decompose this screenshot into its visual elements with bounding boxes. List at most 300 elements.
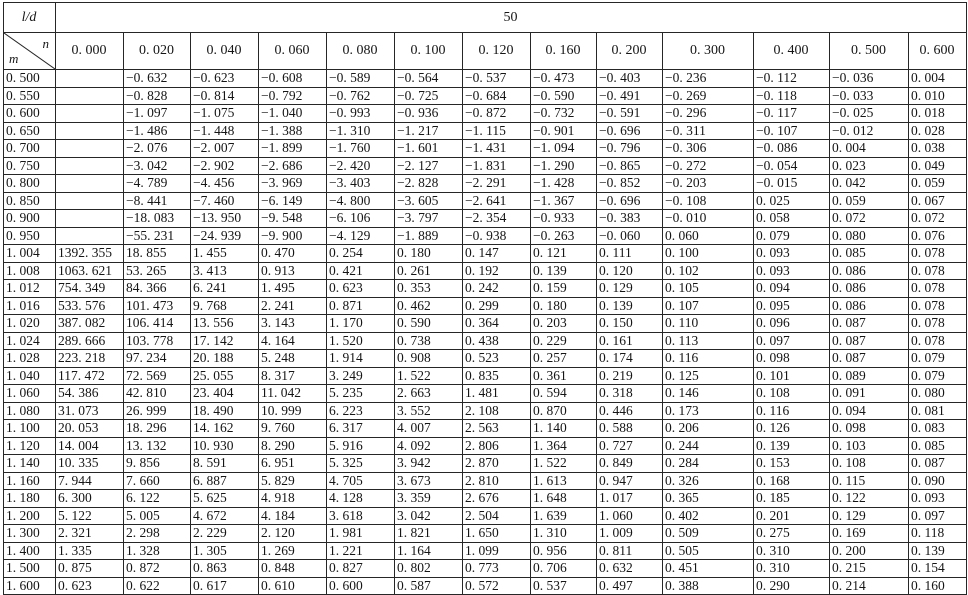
table-cell: 1. 639 bbox=[531, 507, 597, 525]
table-cell: 0. 180 bbox=[531, 297, 597, 315]
table-cell bbox=[56, 175, 124, 193]
table-cell: 0. 085 bbox=[909, 437, 967, 455]
table-cell: 0. 159 bbox=[531, 280, 597, 298]
table-cell: −0. 203 bbox=[663, 175, 754, 193]
table-cell: 0. 079 bbox=[909, 350, 967, 368]
table-cell: 20. 188 bbox=[191, 350, 259, 368]
table-cell: −3. 969 bbox=[259, 175, 327, 193]
row-header-m: 0. 650 bbox=[4, 122, 56, 140]
table-row bbox=[4, 297, 967, 315]
table-cell: 0. 947 bbox=[597, 472, 663, 490]
table-cell: −0. 054 bbox=[754, 157, 830, 175]
column-header-n: 0. 600 bbox=[909, 33, 967, 70]
table-row bbox=[4, 192, 967, 210]
table-cell: 0. 310 bbox=[754, 542, 830, 560]
table-cell: 0. 139 bbox=[754, 437, 830, 455]
table-cell: −2. 127 bbox=[395, 157, 463, 175]
table-cell: −2. 354 bbox=[463, 210, 531, 228]
table-cell: 0. 326 bbox=[663, 472, 754, 490]
header-row-n bbox=[4, 33, 967, 70]
table-cell: 5. 005 bbox=[124, 507, 191, 525]
table-cell: −0. 865 bbox=[597, 157, 663, 175]
table-cell: 0. 146 bbox=[663, 385, 754, 403]
table-row bbox=[4, 332, 967, 350]
table-cell: 7. 660 bbox=[124, 472, 191, 490]
table-row bbox=[4, 402, 967, 420]
table-cell: 0. 116 bbox=[663, 350, 754, 368]
table-row bbox=[4, 542, 967, 560]
table-cell: 0. 229 bbox=[531, 332, 597, 350]
table-cell: 0. 108 bbox=[830, 455, 909, 473]
table-cell: −6. 106 bbox=[327, 210, 395, 228]
row-header-m: 1. 120 bbox=[4, 437, 56, 455]
table-cell: 0. 388 bbox=[663, 577, 754, 595]
table-cell: 0. 365 bbox=[663, 490, 754, 508]
table-cell: −0. 725 bbox=[395, 87, 463, 105]
table-cell: 0. 096 bbox=[754, 315, 830, 333]
table-cell: −4. 789 bbox=[124, 175, 191, 193]
table-cell: −1. 310 bbox=[327, 122, 395, 140]
table-cell: 0. 067 bbox=[909, 192, 967, 210]
table-cell: 0. 318 bbox=[597, 385, 663, 403]
table-cell: 0. 310 bbox=[754, 560, 830, 578]
table-cell: −1. 899 bbox=[259, 140, 327, 158]
table-cell: 7. 944 bbox=[56, 472, 124, 490]
table-cell: 72. 569 bbox=[124, 367, 191, 385]
table-cell: 0. 086 bbox=[830, 297, 909, 315]
table-cell: 0. 105 bbox=[663, 280, 754, 298]
table-cell: 0. 108 bbox=[754, 385, 830, 403]
table-cell: −0. 296 bbox=[663, 105, 754, 123]
column-header-n: 0. 120 bbox=[463, 33, 531, 70]
table-cell: 0. 505 bbox=[663, 542, 754, 560]
table-cell: −6. 149 bbox=[259, 192, 327, 210]
table-cell: 3. 942 bbox=[395, 455, 463, 473]
row-header-m: 1. 500 bbox=[4, 560, 56, 578]
table-cell: 0. 451 bbox=[663, 560, 754, 578]
table-cell: −1. 115 bbox=[463, 122, 531, 140]
table-cell: 0. 908 bbox=[395, 350, 463, 368]
table-cell: 0. 089 bbox=[830, 367, 909, 385]
column-header-n: 0. 200 bbox=[597, 33, 663, 70]
table-cell: 0. 600 bbox=[327, 577, 395, 595]
row-header-m: 1. 400 bbox=[4, 542, 56, 560]
row-header-m: 1. 012 bbox=[4, 280, 56, 298]
table-cell: 0. 848 bbox=[259, 560, 327, 578]
table-cell: 2. 810 bbox=[463, 472, 531, 490]
table-cell: 0. 125 bbox=[663, 367, 754, 385]
table-row bbox=[4, 420, 967, 438]
table-cell: 0. 610 bbox=[259, 577, 327, 595]
table-cell: 0. 097 bbox=[909, 507, 967, 525]
table-cell: 0. 091 bbox=[830, 385, 909, 403]
table-cell: 289. 666 bbox=[56, 332, 124, 350]
table-cell: −1. 097 bbox=[124, 105, 191, 123]
table-cell: 533. 576 bbox=[56, 297, 124, 315]
table-cell: −1. 290 bbox=[531, 157, 597, 175]
table-row bbox=[4, 490, 967, 508]
table-cell: 5. 122 bbox=[56, 507, 124, 525]
table-cell: 0. 206 bbox=[663, 420, 754, 438]
table-cell: 1. 099 bbox=[463, 542, 531, 560]
table-cell: 1. 522 bbox=[395, 367, 463, 385]
table-cell bbox=[56, 192, 124, 210]
table-cell: 9. 856 bbox=[124, 455, 191, 473]
table-cell: 0. 835 bbox=[463, 367, 531, 385]
table-cell: 0. 085 bbox=[830, 245, 909, 263]
table-cell: 0. 168 bbox=[754, 472, 830, 490]
table-cell: 0. 086 bbox=[830, 262, 909, 280]
table-cell: 0. 523 bbox=[463, 350, 531, 368]
table-cell: 0. 103 bbox=[830, 437, 909, 455]
row-header-m: 1. 020 bbox=[4, 315, 56, 333]
table-row bbox=[4, 455, 967, 473]
table-cell: 0. 257 bbox=[531, 350, 597, 368]
column-header-n: 0. 080 bbox=[327, 33, 395, 70]
table-cell: −0. 632 bbox=[124, 70, 191, 88]
table-cell: 1. 170 bbox=[327, 315, 395, 333]
row-header-m: 0. 750 bbox=[4, 157, 56, 175]
table-cell: 0. 871 bbox=[327, 297, 395, 315]
table-cell: −0. 901 bbox=[531, 122, 597, 140]
table-row bbox=[4, 105, 967, 123]
table-cell: −2. 828 bbox=[395, 175, 463, 193]
table-cell: −1. 094 bbox=[531, 140, 597, 158]
table-cell: 25. 055 bbox=[191, 367, 259, 385]
table-cell: 0. 827 bbox=[327, 560, 395, 578]
table-cell: −0. 938 bbox=[463, 227, 531, 245]
table-cell: 0. 095 bbox=[754, 297, 830, 315]
row-header-m: 0. 900 bbox=[4, 210, 56, 228]
table-cell: 5. 248 bbox=[259, 350, 327, 368]
table-cell: 0. 353 bbox=[395, 280, 463, 298]
table-cell: −13. 950 bbox=[191, 210, 259, 228]
table-cell: −1. 040 bbox=[259, 105, 327, 123]
table-row bbox=[4, 437, 967, 455]
table-cell: 84. 366 bbox=[124, 280, 191, 298]
table-cell: 4. 918 bbox=[259, 490, 327, 508]
table-cell: 1. 221 bbox=[327, 542, 395, 560]
table-cell: 2. 298 bbox=[124, 525, 191, 543]
table-cell: 0. 161 bbox=[597, 332, 663, 350]
table-cell: −1. 889 bbox=[395, 227, 463, 245]
row-header-m: 1. 140 bbox=[4, 455, 56, 473]
table-cell: 0. 121 bbox=[531, 245, 597, 263]
table-cell: −0. 852 bbox=[597, 175, 663, 193]
table-cell: −0. 117 bbox=[754, 105, 830, 123]
table-cell: 0. 118 bbox=[909, 525, 967, 543]
table-cell: 6. 223 bbox=[327, 402, 395, 420]
table-cell: 0. 174 bbox=[597, 350, 663, 368]
table-cell bbox=[56, 122, 124, 140]
table-row bbox=[4, 577, 967, 595]
table-cell: 3. 143 bbox=[259, 315, 327, 333]
row-header-m: 0. 550 bbox=[4, 87, 56, 105]
table-cell: 6. 122 bbox=[124, 490, 191, 508]
table-cell: 20. 053 bbox=[56, 420, 124, 438]
table-cell: 0. 254 bbox=[327, 245, 395, 263]
table-cell: 1. 650 bbox=[463, 525, 531, 543]
table-row bbox=[4, 87, 967, 105]
table-row bbox=[4, 262, 967, 280]
table-cell: 10. 999 bbox=[259, 402, 327, 420]
table-cell: 2. 241 bbox=[259, 297, 327, 315]
table-cell: 5. 829 bbox=[259, 472, 327, 490]
table-cell: −0. 564 bbox=[395, 70, 463, 88]
table-cell: 3. 042 bbox=[395, 507, 463, 525]
ld-value: 50 bbox=[56, 3, 967, 33]
table-cell: 2. 108 bbox=[463, 402, 531, 420]
table-cell: −0. 306 bbox=[663, 140, 754, 158]
table-cell: 13. 556 bbox=[191, 315, 259, 333]
table-cell: 0. 275 bbox=[754, 525, 830, 543]
table-cell: 0. 078 bbox=[909, 245, 967, 263]
table-cell: 1. 648 bbox=[531, 490, 597, 508]
table-cell: 0. 060 bbox=[663, 227, 754, 245]
table-row bbox=[4, 350, 967, 368]
table-cell: 0. 101 bbox=[754, 367, 830, 385]
table-cell: 4. 705 bbox=[327, 472, 395, 490]
table-cell: −0. 762 bbox=[327, 87, 395, 105]
table-cell: −1. 601 bbox=[395, 140, 463, 158]
table-cell: −1. 831 bbox=[463, 157, 531, 175]
table-cell: 0. 093 bbox=[754, 262, 830, 280]
table-cell: 3. 413 bbox=[191, 262, 259, 280]
table-cell: −2. 902 bbox=[191, 157, 259, 175]
table-cell: 2. 504 bbox=[463, 507, 531, 525]
table-cell: 0. 509 bbox=[663, 525, 754, 543]
row-header-m: 1. 180 bbox=[4, 490, 56, 508]
table-body bbox=[4, 70, 967, 595]
table-cell: 0. 200 bbox=[830, 542, 909, 560]
table-cell: 1. 522 bbox=[531, 455, 597, 473]
table-cell: −0. 108 bbox=[663, 192, 754, 210]
table-cell: 6. 317 bbox=[327, 420, 395, 438]
table-cell: −4. 800 bbox=[327, 192, 395, 210]
table-cell: 97. 234 bbox=[124, 350, 191, 368]
column-header-n: 0. 500 bbox=[830, 33, 909, 70]
column-header-n: 0. 300 bbox=[663, 33, 754, 70]
table-cell: 0. 079 bbox=[909, 367, 967, 385]
table-row bbox=[4, 157, 967, 175]
table-cell: −2. 641 bbox=[463, 192, 531, 210]
table-cell: −0. 696 bbox=[597, 122, 663, 140]
row-header-m: 1. 100 bbox=[4, 420, 56, 438]
table-cell: 0. 284 bbox=[663, 455, 754, 473]
table-cell: 387. 082 bbox=[56, 315, 124, 333]
table-cell: 0. 623 bbox=[327, 280, 395, 298]
row-header-m: 0. 800 bbox=[4, 175, 56, 193]
table-cell: 23. 404 bbox=[191, 385, 259, 403]
table-cell: 2. 870 bbox=[463, 455, 531, 473]
table-cell: 0. 081 bbox=[909, 402, 967, 420]
table-cell: 0. 115 bbox=[830, 472, 909, 490]
table-cell: −0. 792 bbox=[259, 87, 327, 105]
table-cell: 0. 010 bbox=[909, 87, 967, 105]
table-cell: −18. 083 bbox=[124, 210, 191, 228]
table-cell: 1. 520 bbox=[327, 332, 395, 350]
table-cell: 0. 361 bbox=[531, 367, 597, 385]
table-cell: 754. 349 bbox=[56, 280, 124, 298]
column-header-n: 0. 060 bbox=[259, 33, 327, 70]
table-cell: −1. 367 bbox=[531, 192, 597, 210]
table-cell: 0. 079 bbox=[754, 227, 830, 245]
table-cell: 0. 169 bbox=[830, 525, 909, 543]
table-cell: −2. 007 bbox=[191, 140, 259, 158]
table-cell: 3. 618 bbox=[327, 507, 395, 525]
table-cell: 0. 129 bbox=[830, 507, 909, 525]
table-cell: 1. 455 bbox=[191, 245, 259, 263]
table-cell: 10. 930 bbox=[191, 437, 259, 455]
table-cell: 4. 007 bbox=[395, 420, 463, 438]
table-cell: −0. 311 bbox=[663, 122, 754, 140]
table-cell: 1. 335 bbox=[56, 542, 124, 560]
table-cell: 0. 201 bbox=[754, 507, 830, 525]
row-header-m: 1. 004 bbox=[4, 245, 56, 263]
table-cell: 0. 083 bbox=[909, 420, 967, 438]
table-cell: 0. 098 bbox=[830, 420, 909, 438]
table-cell: 0. 497 bbox=[597, 577, 663, 595]
table-cell: 0. 299 bbox=[463, 297, 531, 315]
table-cell: 0. 956 bbox=[531, 542, 597, 560]
table-cell: −3. 403 bbox=[327, 175, 395, 193]
table-cell: 0. 147 bbox=[463, 245, 531, 263]
table-cell: 0. 872 bbox=[124, 560, 191, 578]
table-cell: 18. 296 bbox=[124, 420, 191, 438]
row-header-m: 1. 040 bbox=[4, 367, 56, 385]
table-cell: 10. 335 bbox=[56, 455, 124, 473]
table-cell: −0. 118 bbox=[754, 87, 830, 105]
table-cell: 0. 129 bbox=[597, 280, 663, 298]
row-header-m: 1. 016 bbox=[4, 297, 56, 315]
corner-n-label: n bbox=[42, 36, 49, 51]
table-cell: −1. 431 bbox=[463, 140, 531, 158]
table-cell: 0. 214 bbox=[830, 577, 909, 595]
table-cell: 0. 623 bbox=[56, 577, 124, 595]
table-cell: 1. 269 bbox=[259, 542, 327, 560]
table-cell: −3. 605 bbox=[395, 192, 463, 210]
table-cell: 0. 402 bbox=[663, 507, 754, 525]
table-cell: 0. 139 bbox=[531, 262, 597, 280]
row-header-m: 1. 080 bbox=[4, 402, 56, 420]
table-cell: −8. 441 bbox=[124, 192, 191, 210]
table-row bbox=[4, 560, 967, 578]
table-cell: 1. 914 bbox=[327, 350, 395, 368]
table-row bbox=[4, 367, 967, 385]
table-row bbox=[4, 385, 967, 403]
table-cell: 0. 058 bbox=[754, 210, 830, 228]
table-cell: 0. 080 bbox=[830, 227, 909, 245]
table-row bbox=[4, 175, 967, 193]
table-cell: −1. 428 bbox=[531, 175, 597, 193]
table-cell: 0. 462 bbox=[395, 297, 463, 315]
table-cell: 0. 094 bbox=[754, 280, 830, 298]
row-header-m: 1. 160 bbox=[4, 472, 56, 490]
table-cell: 0. 849 bbox=[597, 455, 663, 473]
table-cell: −0. 269 bbox=[663, 87, 754, 105]
table-cell: 0. 025 bbox=[754, 192, 830, 210]
table-cell: 0. 173 bbox=[663, 402, 754, 420]
table-cell: 0. 078 bbox=[909, 297, 967, 315]
table-cell: 0. 110 bbox=[663, 315, 754, 333]
table-cell: −2. 076 bbox=[124, 140, 191, 158]
table-cell: 0. 706 bbox=[531, 560, 597, 578]
table-cell: 0. 811 bbox=[597, 542, 663, 560]
table-cell: 0. 087 bbox=[830, 332, 909, 350]
table-cell: 5. 916 bbox=[327, 437, 395, 455]
column-header-n: 0. 040 bbox=[191, 33, 259, 70]
table-cell: 0. 111 bbox=[597, 245, 663, 263]
table-cell: 0. 244 bbox=[663, 437, 754, 455]
table-cell: 54. 386 bbox=[56, 385, 124, 403]
table-cell: 0. 023 bbox=[830, 157, 909, 175]
table-cell: 0. 072 bbox=[909, 210, 967, 228]
row-header-m: 1. 300 bbox=[4, 525, 56, 543]
table-cell: 0. 086 bbox=[830, 280, 909, 298]
table-cell bbox=[56, 140, 124, 158]
table-cell bbox=[56, 227, 124, 245]
table-cell bbox=[56, 105, 124, 123]
table-cell: −0. 796 bbox=[597, 140, 663, 158]
table-cell: −0. 473 bbox=[531, 70, 597, 88]
table-cell: 42. 810 bbox=[124, 385, 191, 403]
table-cell: 1. 009 bbox=[597, 525, 663, 543]
table-cell: 0. 153 bbox=[754, 455, 830, 473]
table-cell: 0. 059 bbox=[909, 175, 967, 193]
table-cell: −0. 033 bbox=[830, 87, 909, 105]
table-cell: 5. 625 bbox=[191, 490, 259, 508]
table-cell: 0. 290 bbox=[754, 577, 830, 595]
table-cell: −9. 900 bbox=[259, 227, 327, 245]
table-cell: 1. 328 bbox=[124, 542, 191, 560]
table-cell: −0. 236 bbox=[663, 70, 754, 88]
table-cell: 0. 049 bbox=[909, 157, 967, 175]
table-cell: 0. 160 bbox=[909, 577, 967, 595]
row-header-m: 1. 008 bbox=[4, 262, 56, 280]
table-cell: −0. 732 bbox=[531, 105, 597, 123]
table-cell: 0. 028 bbox=[909, 122, 967, 140]
table-cell: 0. 215 bbox=[830, 560, 909, 578]
table-cell: 4. 672 bbox=[191, 507, 259, 525]
column-header-n: 0. 020 bbox=[124, 33, 191, 70]
table-cell: 53. 265 bbox=[124, 262, 191, 280]
coefficient-table-scan bbox=[3, 2, 965, 593]
table-cell: 8. 317 bbox=[259, 367, 327, 385]
table-cell: 0. 632 bbox=[597, 560, 663, 578]
table-cell: 0. 242 bbox=[463, 280, 531, 298]
table-cell: 1. 140 bbox=[531, 420, 597, 438]
table-cell: 26. 999 bbox=[124, 402, 191, 420]
table-cell: 0. 100 bbox=[663, 245, 754, 263]
table-cell: −0. 086 bbox=[754, 140, 830, 158]
table-cell: 0. 090 bbox=[909, 472, 967, 490]
table-cell: 0. 094 bbox=[830, 402, 909, 420]
table-cell: 5. 235 bbox=[327, 385, 395, 403]
table-cell: 1. 164 bbox=[395, 542, 463, 560]
table-cell: 0. 078 bbox=[909, 262, 967, 280]
table-row bbox=[4, 507, 967, 525]
table-cell: 18. 855 bbox=[124, 245, 191, 263]
table-cell: 0. 078 bbox=[909, 280, 967, 298]
table-cell: 0. 004 bbox=[830, 140, 909, 158]
table-cell: 1. 017 bbox=[597, 490, 663, 508]
table-cell bbox=[56, 210, 124, 228]
corner-m-label: m bbox=[9, 51, 19, 66]
table-cell: 4. 092 bbox=[395, 437, 463, 455]
table-cell: −1. 760 bbox=[327, 140, 395, 158]
table-row bbox=[4, 245, 967, 263]
table-cell: 0. 122 bbox=[830, 490, 909, 508]
